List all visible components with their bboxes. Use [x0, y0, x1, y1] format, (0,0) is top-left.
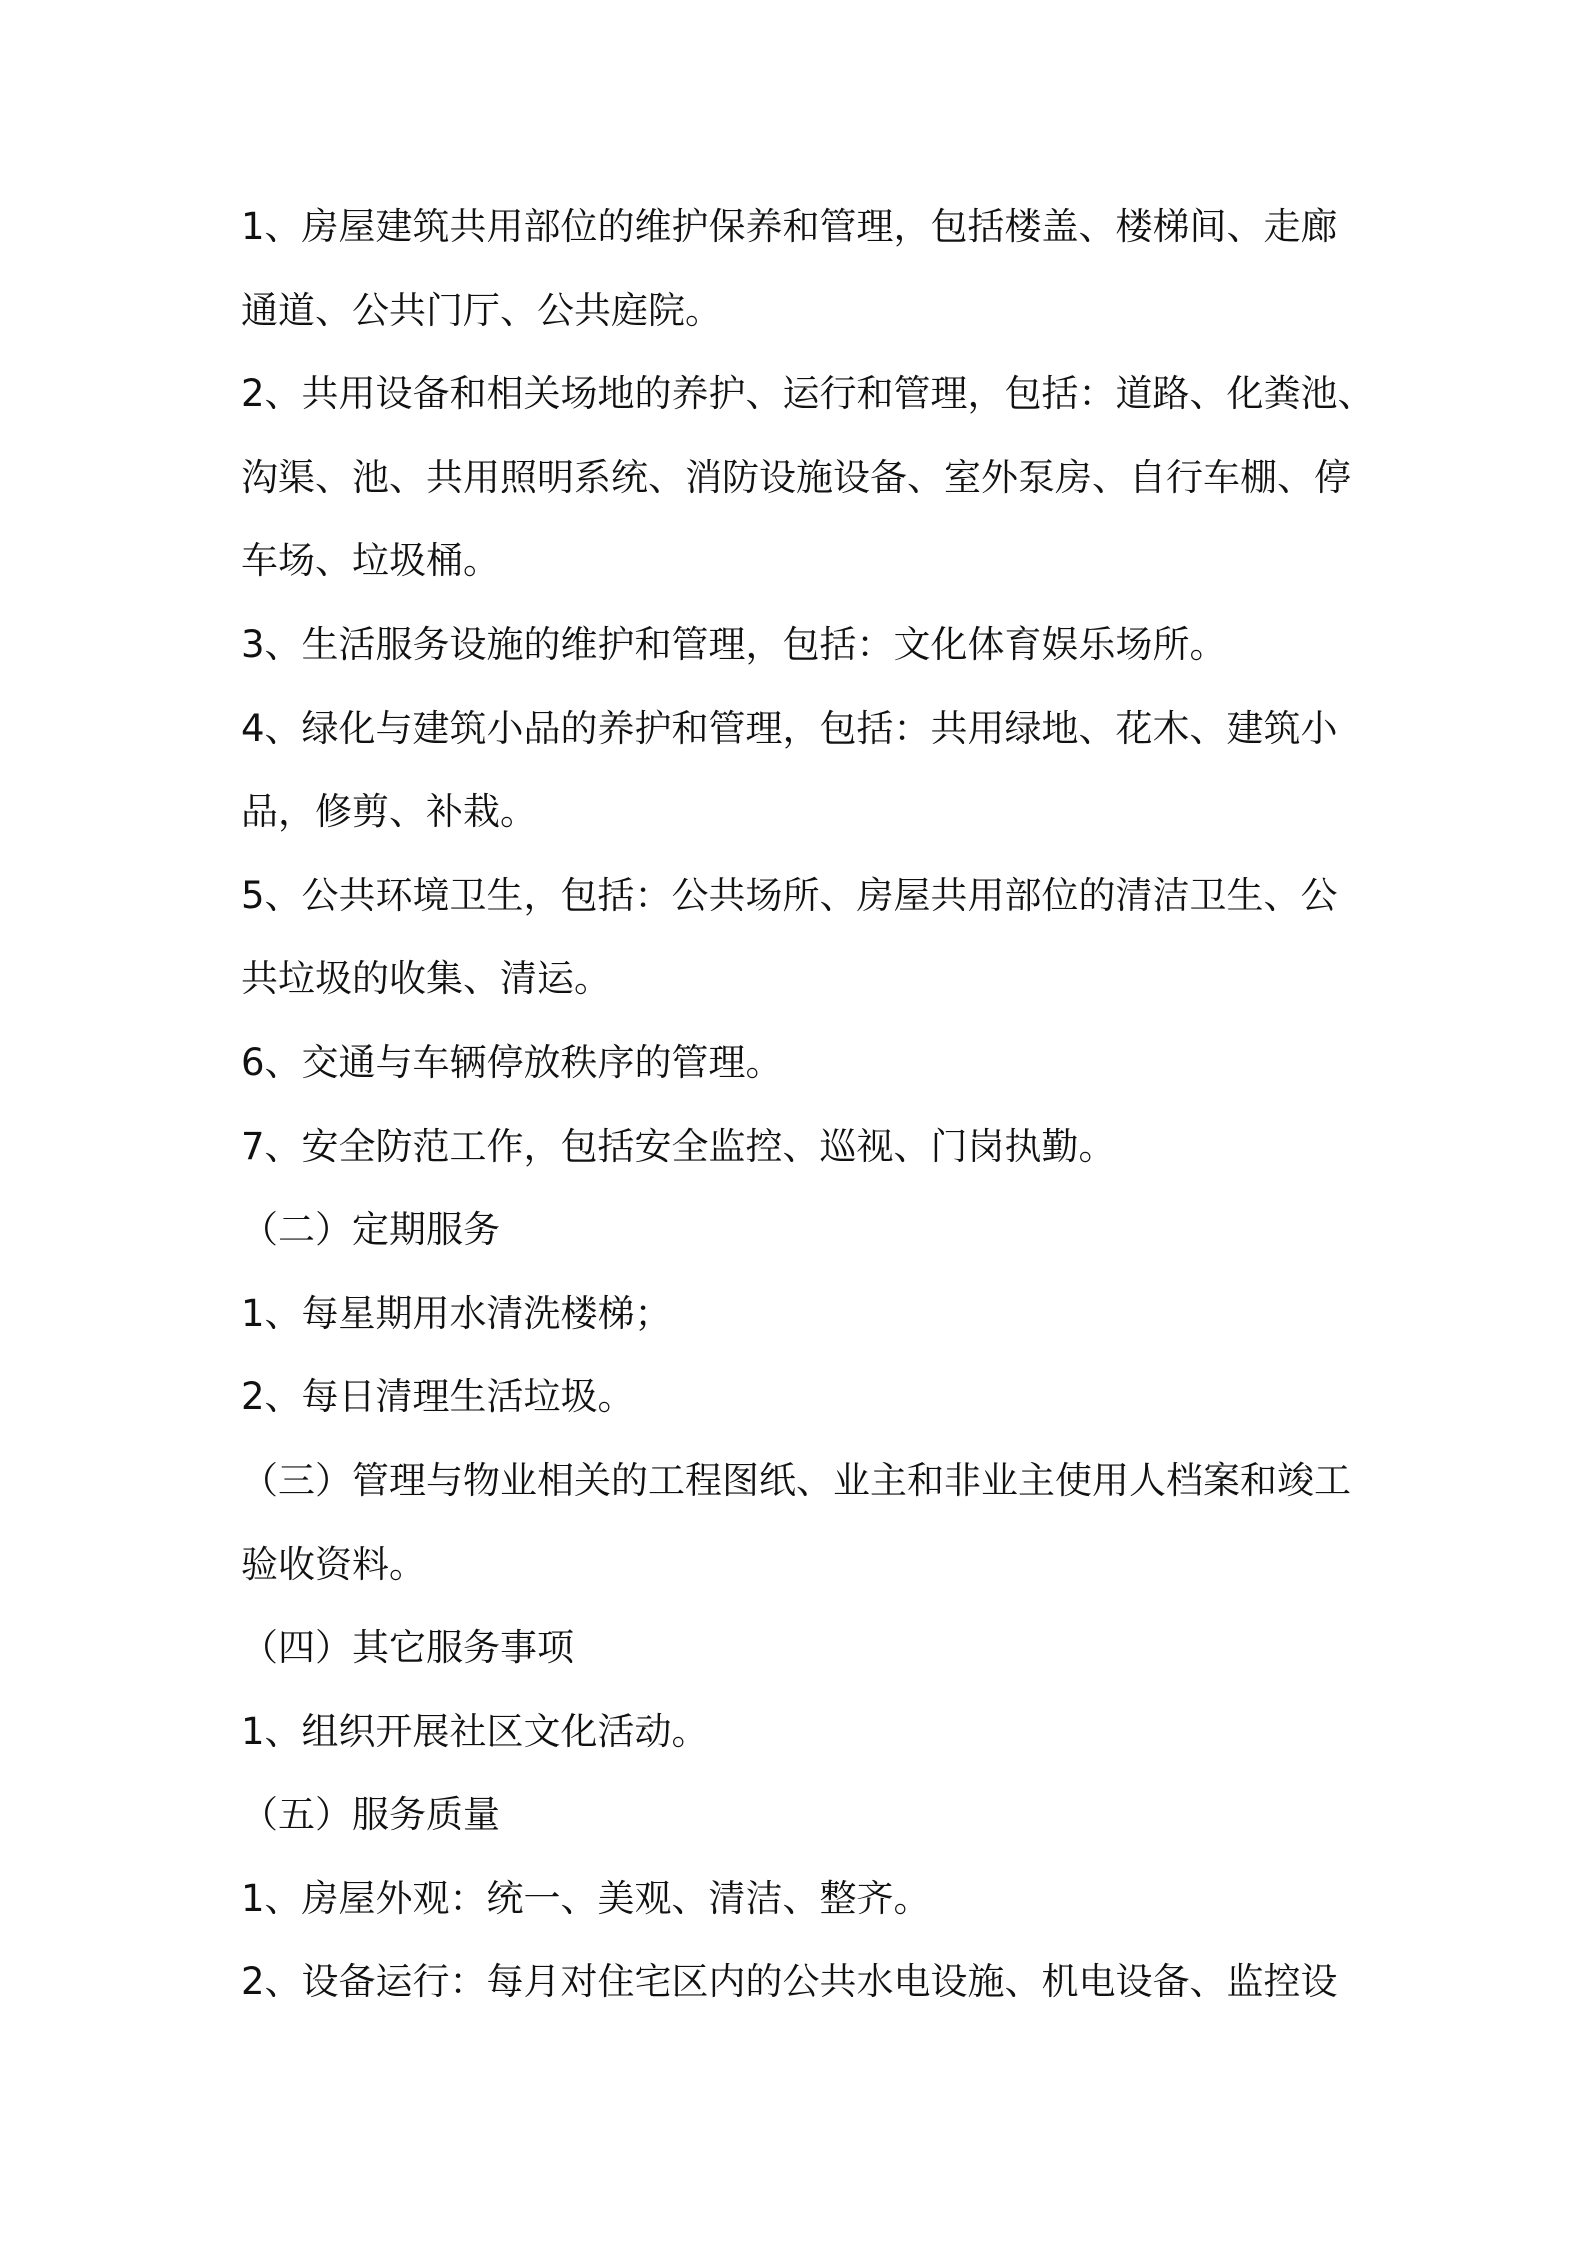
text-line: 1、房屋外观：统一、美观、清洁、整齐。 [241, 1876, 931, 1920]
heading-line: （四）其它服务事项 [241, 1626, 574, 1670]
heading-line: 验收资料。 [241, 1542, 426, 1586]
text-line: 车场、垃圾桶。 [241, 539, 500, 583]
text-line: 品，修剪、补栽。 [241, 790, 537, 834]
text-line: 2、设备运行：每月对住宅区内的公共水电设施、机电设备、监控设 [241, 1960, 1338, 2004]
text-line: 5、公共环境卫生，包括：公共场所、房屋共用部位的清洁卫生、公 [241, 873, 1338, 917]
list-item [241, 352, 1441, 603]
list-item [241, 1857, 1441, 1941]
document-body [241, 185, 1441, 2024]
list-item [241, 1940, 1441, 2024]
text-line: 沟渠、池、共用照明系统、消防设施设备、室外泵房、自行车棚、停 [241, 455, 1351, 499]
text-line: 2、共用设备和相关场地的养护、运行和管理，包括：道路、化粪池、 [241, 372, 1375, 416]
list-item [241, 603, 1441, 687]
section-heading [241, 1773, 1441, 1857]
text-line: 2、每日清理生活垃圾。 [241, 1375, 635, 1419]
list-item [241, 687, 1441, 854]
heading-line: （三）管理与物业相关的工程图纸、业主和非业主使用人档案和竣工 [241, 1458, 1351, 1502]
section-heading [241, 1188, 1441, 1272]
list-item [241, 854, 1441, 1021]
section-heading [241, 1606, 1441, 1690]
list-item [241, 1272, 1441, 1356]
text-line: 7、安全防范工作，包括安全监控、巡视、门岗执勤。 [241, 1124, 1116, 1168]
heading-line: （五）服务质量 [241, 1793, 500, 1837]
text-line: 1、房屋建筑共用部位的维护保养和管理，包括楼盖、楼梯间、走廊 [241, 205, 1338, 248]
text-line: 6、交通与车辆停放秩序的管理。 [241, 1040, 783, 1084]
text-line: 共垃圾的收集、清运。 [241, 957, 611, 1001]
text-line: 1、每星期用水清洗楼梯； [241, 1291, 672, 1335]
section-heading [241, 1439, 1441, 1606]
text-line: 4、绿化与建筑小品的养护和管理，包括：共用绿地、花木、建筑小 [241, 706, 1338, 750]
text-line: 通道、公共门厅、公共庭院。 [241, 288, 722, 332]
list-item [241, 1105, 1441, 1189]
heading-line: （二）定期服务 [241, 1208, 500, 1252]
list-item [241, 185, 1441, 352]
list-item [241, 1021, 1441, 1105]
text-line: 1、组织开展社区文化活动。 [241, 1709, 709, 1753]
list-item [241, 1690, 1441, 1774]
text-line: 3、生活服务设施的维护和管理，包括：文化体育娱乐场所。 [241, 622, 1227, 666]
list-item [241, 1355, 1441, 1439]
